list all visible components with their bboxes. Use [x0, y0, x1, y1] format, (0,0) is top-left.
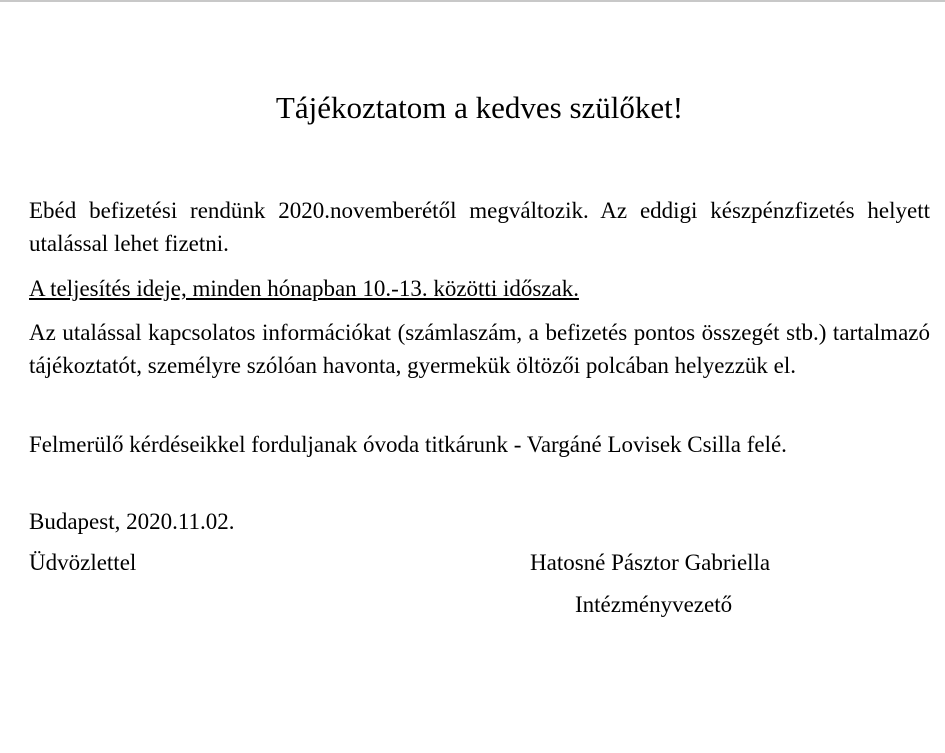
paragraph-contact: Felmerülő kérdéseikkel forduljanak óvoda titkárunk - Vargáné Lovisek Csilla felé. — [29, 432, 787, 457]
greeting: Üdvözlettel — [29, 550, 137, 575]
paragraph-transfer-info: Az utalással kapcsolatos információkat (számlaszám, a befizetés pontos összegét stb.) tartalmazó tájékoztatót, személyre szólóan havonta, gyermekük öltözői polcában helyezzük el. — [29, 320, 930, 378]
document-title: Tájékoztatom a kedves szülőket! — [275, 90, 684, 125]
paragraph-payment-period: A teljesítés ideje, minden hónapban 10.-13. közötti időszak. — [29, 276, 579, 301]
page-top-border — [0, 0, 945, 2]
place-date: Budapest, 2020.11.02. — [29, 509, 235, 534]
signature-title: Intézményvezető — [575, 592, 733, 617]
signature-name: Hatosné Pásztor Gabriella — [530, 550, 771, 575]
paragraph-payment-change: Ebéd befizetési rendünk 2020.novemberétől megváltozik. Az eddigi készpénzfizetés helyett utalással lehet fizetni. — [29, 198, 930, 256]
